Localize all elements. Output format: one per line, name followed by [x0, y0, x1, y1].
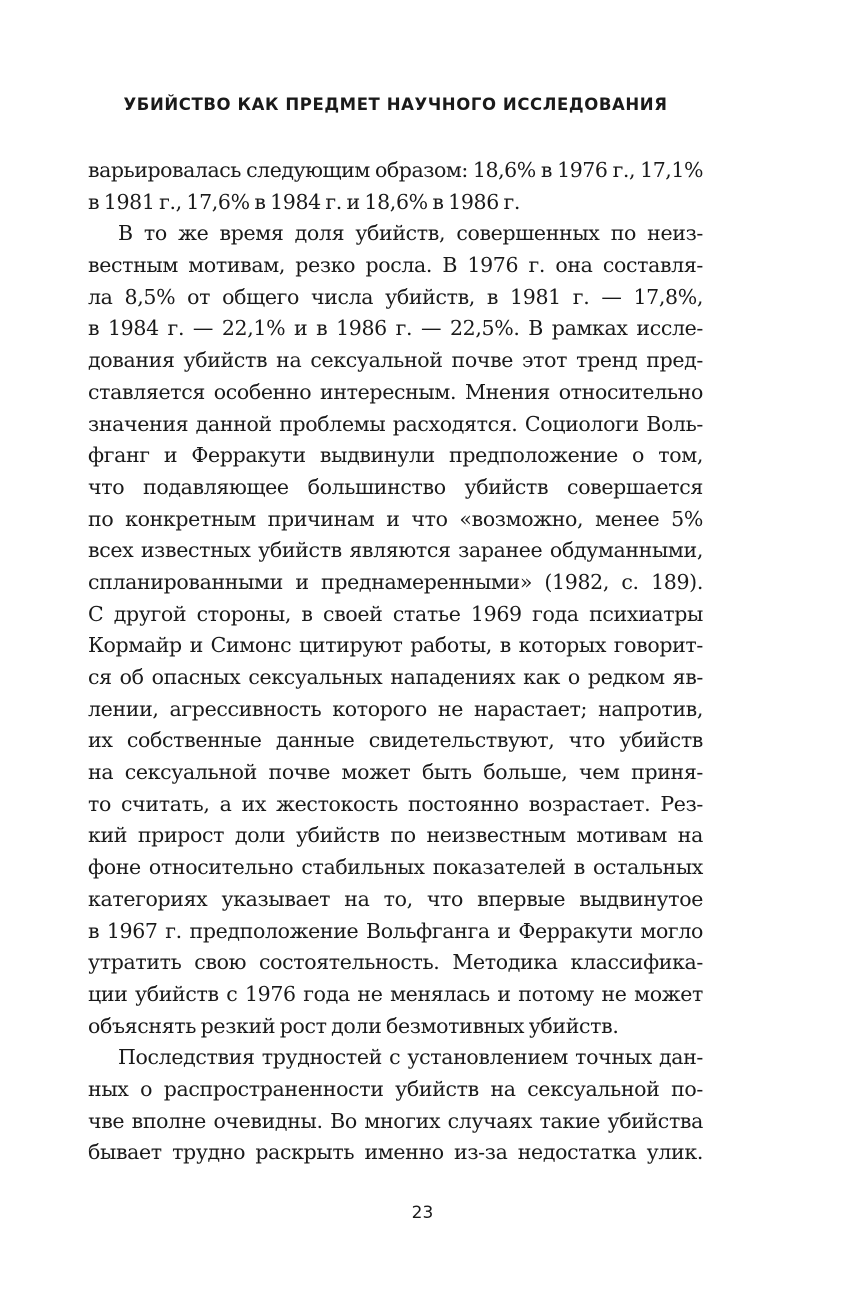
body-text — [88, 155, 703, 1169]
text-line: то считать, а их жестокость постоянно возрастает. Рез- — [88, 791, 703, 816]
text-line: ставляется особенно интересным. Мнения относительно — [88, 379, 703, 404]
text-line: в 1981 г., 17,6% в 1984 г. и 18,6% в 1986 г. — [88, 189, 521, 214]
text-line: фганг и Ферракути выдвинули предположение о том, — [88, 443, 703, 468]
text-line: С другой стороны, в своей статье 1969 года психиатры — [88, 601, 703, 626]
text-line: по конкретным причинам и что «возможно, менее 5% — [88, 506, 703, 531]
text-line: В то же время доля убийств, совершенных по неиз- — [118, 221, 703, 246]
page-number: 23 — [411, 1203, 434, 1223]
running-head: УБИЙСТВО КАК ПРЕДМЕТ НАУЧНОГО ИССЛЕДОВАНИЯ — [123, 95, 668, 114]
text-line: в 1984 г. — 22,1% и в 1986 г. — 22,5%. В рамках иссле- — [88, 316, 703, 341]
text-line: лении, агрессивность которого не нарастает; напротив, — [88, 696, 703, 721]
text-line: объяснять резкий рост доли безмотивных убийств. — [88, 1013, 619, 1038]
text-line: что подавляющее большинство убийств совершается — [88, 474, 703, 499]
text-line: утратить свою состоятельность. Методика классифика- — [88, 950, 703, 975]
text-line: Последствия трудностей с установлением точных дан- — [118, 1045, 703, 1070]
text-line: в 1967 г. предположение Вольфганга и Ферракути могло — [88, 918, 703, 943]
text-line: варьировалась следующим образом: 18,6% в 1976 г., 17,1% — [88, 158, 703, 182]
text-line: фоне относительно стабильных показателей в остальных — [88, 855, 703, 880]
text-line: Кормайр и Симонс цитируют работы, в которых говорит- — [88, 633, 703, 658]
text-line: категориях указывает на то, что впервые выдвинутое — [88, 886, 703, 911]
text-line: вестным мотивам, резко росла. В 1976 г. она составля- — [88, 253, 703, 278]
text-line: спланированными и преднамеренными» (1982, с. 189). — [88, 569, 703, 594]
text-line: их собственные данные свидетельствуют, что убийств — [88, 728, 703, 753]
text-line: ла 8,5% от общего числа убийств, в 1981 г. — 17,8%, — [88, 284, 703, 309]
text-line: всех известных убийств являются заранее обдуманными, — [88, 538, 703, 563]
text-line: бывает трудно раскрыть именно из-за недостатка улик. — [88, 1140, 703, 1165]
text-line: ся об опасных сексуальных нападениях как о редком яв- — [88, 665, 703, 689]
text-line: ных о распространенности убийств на сексуальной по- — [88, 1076, 703, 1101]
text-line: ции убийств с 1976 года не менялась и потому не может — [88, 981, 703, 1006]
text-line: на сексуальной почве может быть больше, чем приня- — [88, 760, 703, 785]
text-line: чве вполне очевидны. Во многих случаях такие убийства — [88, 1108, 703, 1133]
text-line: дования убийств на сексуальной почве этот тренд пред- — [88, 348, 703, 373]
text-line: кий прирост доли убийств по неизвестным мотивам на — [88, 823, 703, 848]
text-line: значения данной проблемы расходятся. Социологи Воль- — [88, 411, 703, 436]
